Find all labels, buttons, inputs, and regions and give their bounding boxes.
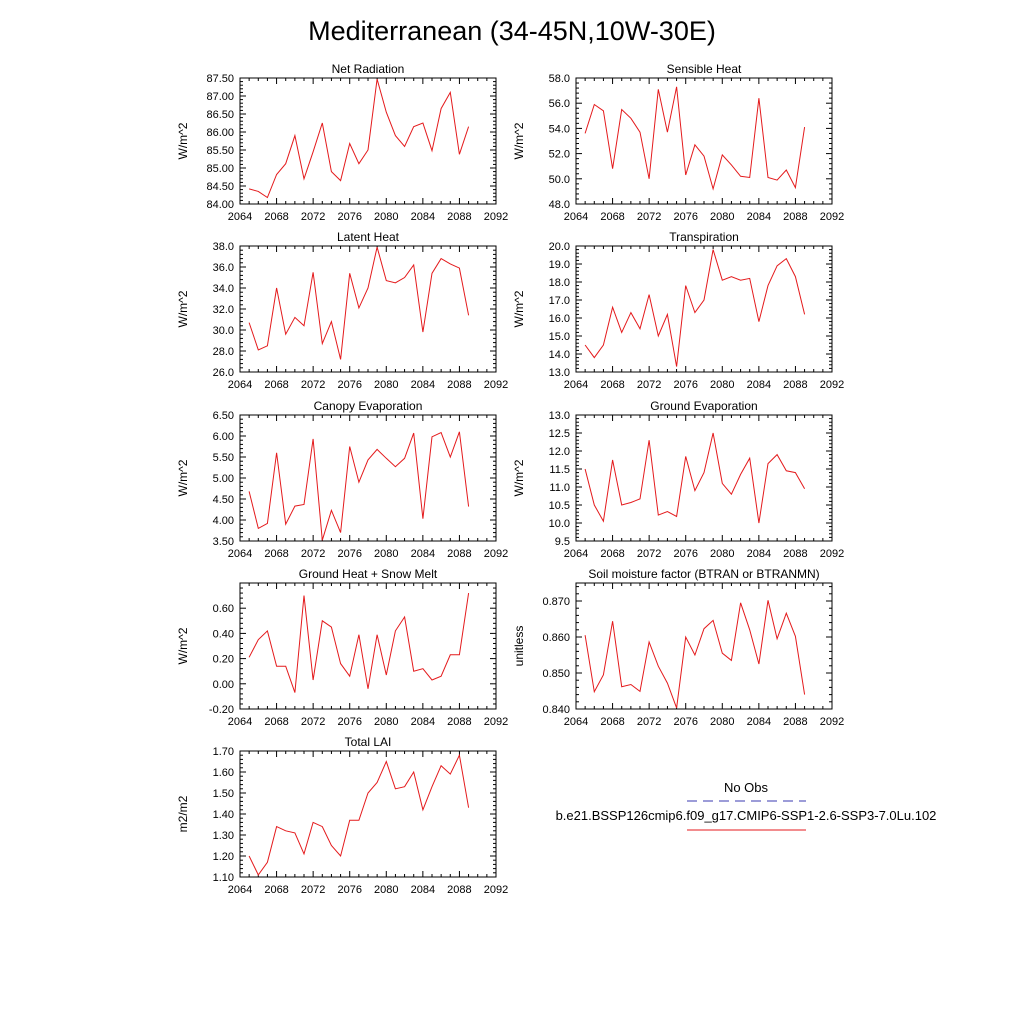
panel-title: Total LAI: [344, 735, 392, 749]
y-tick-label: 86.00: [206, 127, 234, 139]
y-axis-label: W/m^2: [176, 290, 190, 328]
y-tick-label: 86.50: [206, 109, 234, 121]
y-tick-label: 30.0: [212, 325, 234, 337]
y-tick-label: 4.00: [212, 515, 234, 527]
x-tick-label: 2076: [337, 379, 362, 391]
x-tick-label: 2092: [819, 211, 845, 223]
y-tick-label: 36.0: [212, 262, 234, 274]
x-tick-label: 2088: [447, 211, 472, 223]
x-tick-label: 2072: [300, 548, 326, 560]
y-tick-label: 17.0: [548, 295, 570, 307]
y-tick-label: 0.40: [212, 628, 234, 641]
y-tick-label: 3.50: [212, 536, 234, 548]
x-tick-label: 2084: [410, 884, 436, 896]
y-tick-label: 11.5: [549, 464, 570, 476]
y-axis-label: W/m^2: [512, 122, 526, 160]
y-tick-label: 38.0: [212, 241, 234, 253]
x-tick-label: 2080: [374, 548, 399, 560]
x-tick-label: 2084: [746, 548, 772, 560]
y-tick-label: 1.60: [212, 767, 234, 779]
x-tick-label: 2088: [447, 548, 472, 560]
panel-title: Ground Heat + Snow Melt: [298, 567, 438, 581]
x-tick-label: 2064: [563, 548, 589, 560]
y-axis-label: m2/m2: [176, 795, 190, 833]
y-tick-label: 87.00: [206, 91, 234, 103]
x-tick-label: 2076: [673, 379, 698, 391]
legend-obs-label: No Obs: [723, 780, 769, 795]
y-tick-label: 54.0: [548, 123, 570, 136]
x-tick-label: 2084: [410, 211, 436, 223]
x-tick-label: 2072: [636, 548, 662, 560]
panel-title: Soil moisture factor (BTRAN or BTRANMN): [588, 567, 820, 581]
x-tick-label: 2088: [447, 379, 472, 391]
y-tick-label: 16.0: [548, 313, 570, 325]
y-tick-label: 10.0: [548, 518, 570, 530]
panel-title: Sensible Heat: [666, 62, 742, 76]
x-tick-label: 2092: [819, 379, 845, 391]
x-tick-label: 2080: [374, 716, 399, 728]
y-tick-label: 0.850: [542, 668, 570, 680]
y-tick-label: 34.0: [212, 283, 234, 295]
y-tick-label: 84.00: [206, 199, 234, 211]
x-tick-label: 2088: [447, 884, 472, 896]
x-tick-label: 2068: [264, 884, 289, 896]
x-tick-label: 2076: [337, 211, 362, 223]
x-tick-label: 2080: [374, 379, 399, 391]
y-axis-label: W/m^2: [176, 627, 190, 665]
x-tick-label: 2080: [710, 211, 735, 223]
x-tick-label: 2084: [746, 716, 772, 728]
y-tick-label: 19.0: [548, 259, 570, 271]
x-tick-label: 2064: [227, 548, 253, 560]
y-tick-label: 52.0: [548, 148, 570, 161]
legend-model-label: b.e21.BSSP126cmip6.f09_g17.CMIP6-SSP1-2.6-SSP3-7.0Lu.102: [555, 808, 937, 823]
y-axis-label: W/m^2: [176, 122, 190, 160]
y-tick-label: 0.860: [542, 632, 570, 644]
y-tick-label: 0.870: [542, 596, 570, 608]
x-tick-label: 2072: [636, 211, 662, 223]
x-tick-label: 2076: [337, 884, 362, 896]
x-tick-label: 2088: [783, 211, 808, 223]
x-tick-label: 2080: [710, 379, 735, 391]
x-tick-label: 2072: [636, 379, 662, 391]
x-tick-label: 2068: [264, 716, 289, 728]
y-tick-label: 6.50: [212, 410, 234, 422]
x-tick-label: 2076: [673, 548, 698, 560]
y-tick-label: 85.00: [206, 163, 234, 175]
x-tick-label: 2080: [374, 211, 399, 223]
x-tick-label: 2064: [563, 211, 589, 223]
y-axis-label: W/m^2: [512, 459, 526, 497]
y-tick-label: 12.0: [548, 446, 570, 458]
page-title: Mediterranean (34-45N,10W-30E): [308, 16, 716, 46]
x-tick-label: 2072: [300, 211, 326, 223]
y-tick-label: 12.5: [548, 428, 570, 440]
x-tick-label: 2072: [300, 379, 326, 391]
x-tick-label: 2064: [563, 716, 589, 728]
x-tick-label: 2084: [410, 716, 436, 728]
y-tick-label: 0.20: [212, 653, 234, 666]
y-tick-label: 4.50: [212, 494, 234, 506]
x-tick-label: 2092: [483, 211, 509, 223]
x-tick-label: 2064: [563, 379, 589, 391]
x-tick-label: 2088: [447, 716, 472, 728]
x-tick-label: 2076: [673, 716, 698, 728]
y-tick-label: 11.0: [549, 482, 570, 494]
x-tick-label: 2068: [600, 379, 625, 391]
y-tick-label: 56.0: [548, 98, 570, 111]
x-tick-label: 2092: [483, 884, 509, 896]
y-tick-label: 85.50: [206, 145, 234, 157]
x-tick-label: 2064: [227, 379, 253, 391]
y-tick-label: 15.0: [548, 331, 570, 343]
x-tick-label: 2092: [483, 379, 509, 391]
y-axis-label: W/m^2: [176, 459, 190, 497]
y-axis-label: W/m^2: [512, 290, 526, 328]
x-tick-label: 2076: [337, 716, 362, 728]
x-tick-label: 2092: [819, 716, 845, 728]
y-tick-label: 32.0: [212, 304, 234, 316]
x-tick-label: 2088: [783, 548, 808, 560]
x-tick-label: 2084: [410, 379, 436, 391]
y-tick-label: 48.0: [548, 199, 570, 211]
y-tick-label: 0.60: [212, 603, 234, 616]
x-tick-label: 2068: [264, 548, 289, 560]
x-tick-label: 2068: [264, 379, 289, 391]
y-tick-label: 0.840: [542, 704, 570, 716]
y-tick-label: 58.0: [548, 73, 570, 85]
y-tick-label: 1.20: [212, 851, 234, 863]
x-tick-label: 2084: [746, 379, 772, 391]
y-tick-label: 87.50: [206, 73, 234, 85]
x-tick-label: 2092: [483, 548, 509, 560]
x-tick-label: 2080: [710, 716, 735, 728]
x-tick-label: 2068: [600, 211, 625, 223]
y-tick-label: 14.0: [548, 349, 570, 361]
x-tick-label: 2068: [264, 211, 289, 223]
x-tick-label: 2068: [600, 548, 625, 560]
x-tick-label: 2084: [746, 211, 772, 223]
x-tick-label: 2076: [673, 211, 698, 223]
x-tick-label: 2064: [227, 716, 253, 728]
x-tick-label: 2088: [783, 379, 808, 391]
y-tick-label: 1.70: [212, 746, 234, 758]
x-tick-label: 2092: [483, 716, 509, 728]
y-tick-label: 0.00: [212, 678, 234, 691]
y-tick-label: 13.0: [548, 410, 570, 422]
y-tick-label: 28.0: [212, 346, 234, 358]
x-tick-label: 2080: [710, 548, 735, 560]
y-tick-label: 1.50: [212, 788, 234, 800]
panel-title: Net Radiation: [331, 62, 405, 76]
panel-title: Latent Heat: [336, 230, 400, 244]
x-tick-label: 2064: [227, 884, 253, 896]
y-tick-label: 1.40: [212, 809, 234, 821]
y-tick-label: 10.5: [548, 500, 570, 512]
panel-title: Transpiration: [669, 230, 739, 244]
y-tick-label: 13.0: [548, 367, 570, 379]
x-tick-label: 2072: [300, 716, 326, 728]
x-tick-label: 2084: [410, 548, 436, 560]
x-tick-label: 2068: [600, 716, 625, 728]
y-tick-label: 26.0: [212, 367, 234, 379]
x-tick-label: 2088: [783, 716, 808, 728]
y-tick-label: 9.5: [554, 536, 570, 548]
y-tick-label: 5.50: [212, 452, 234, 464]
y-tick-label: 84.50: [206, 181, 234, 193]
y-tick-label: 6.00: [212, 431, 234, 443]
y-axis-label: unitless: [512, 625, 526, 667]
y-tick-label: -0.20: [208, 704, 234, 716]
panel-title: Canopy Evaporation: [313, 399, 423, 413]
panel-title: Ground Evaporation: [650, 399, 758, 413]
y-tick-label: 18.0: [548, 277, 570, 289]
x-tick-label: 2092: [819, 548, 845, 560]
y-tick-label: 1.10: [212, 872, 234, 884]
y-tick-label: 1.30: [212, 830, 234, 842]
x-tick-label: 2076: [337, 548, 362, 560]
y-tick-label: 5.00: [212, 473, 234, 485]
y-tick-label: 20.0: [548, 241, 570, 253]
x-tick-label: 2072: [300, 884, 326, 896]
x-tick-label: 2064: [227, 211, 253, 223]
y-tick-label: 50.0: [548, 173, 570, 186]
x-tick-label: 2080: [374, 884, 399, 896]
x-tick-label: 2072: [636, 716, 662, 728]
